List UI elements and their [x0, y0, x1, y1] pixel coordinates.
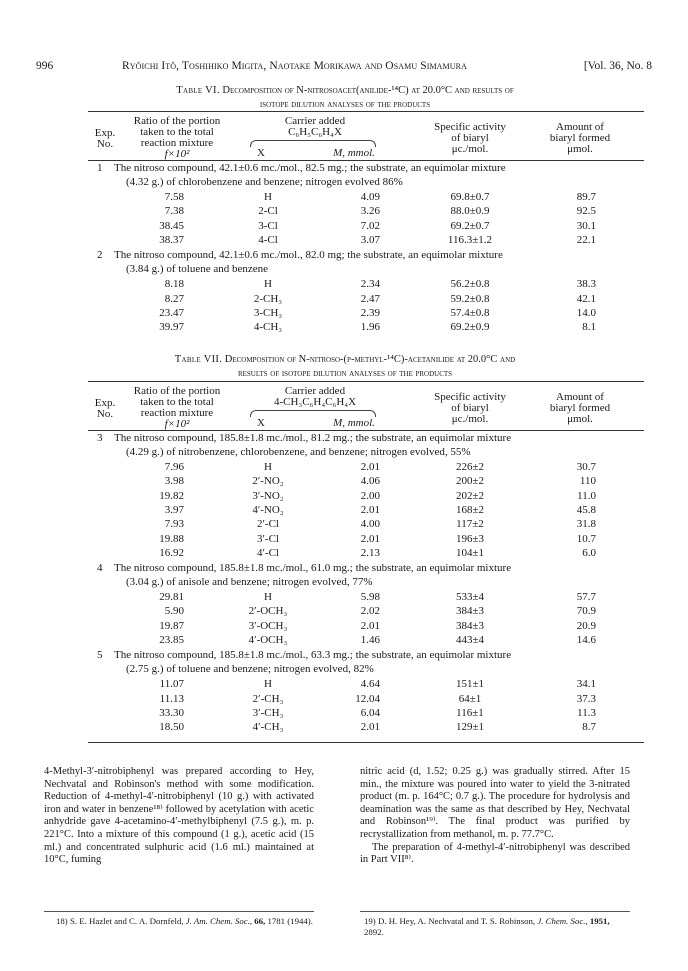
experiment-number: 1	[97, 162, 103, 174]
carrier-mmol-cell: 2.34	[360, 278, 380, 291]
amount-cell: 42.1	[576, 292, 596, 305]
table-row	[0, 678, 688, 692]
body-column-left	[44, 766, 314, 867]
x-header: X	[257, 147, 265, 159]
activity-header: Specific activity of biaryl μc./mol.	[434, 391, 506, 425]
carrier-mmol-cell: 2.01	[360, 461, 380, 473]
table-7-caption	[60, 353, 630, 381]
ratio-cell: 3.98	[164, 475, 184, 488]
carrier-mmol-cell: 2.01	[360, 532, 380, 545]
experiment-conditions-line1: The nitroso compound, 42.1±0.6 mc./mol., 82.5 mg.; the substrate, an equimolar mixture	[114, 162, 506, 174]
substituent-cell: 4-CH₃	[253, 321, 283, 334]
activity-cell: 443±4	[455, 634, 485, 646]
table-row	[0, 721, 688, 735]
amount-header: Amount of biaryl formed μmol.	[549, 391, 611, 425]
amount-cell: 20.9	[576, 619, 596, 632]
carrier-header: Carrier added C₆H₅C₆H₄X	[284, 115, 346, 138]
ratio-cell: 19.87	[159, 619, 184, 632]
carrier-mmol-cell: 2.01	[360, 619, 380, 632]
amount-cell: 6.0	[582, 546, 596, 559]
amount-header: Amount of biaryl formed μmol.	[549, 121, 611, 155]
table-row	[0, 707, 688, 721]
ratio-cell: 3.97	[164, 503, 184, 516]
body-paragraph: The preparation of 4-methyl-4′-nitrobiphenyl was described in Part VII⁸⁾.	[360, 841, 630, 866]
ratio-cell: 38.45	[159, 219, 184, 232]
activity-cell: 69.2±0.7	[450, 219, 490, 232]
table-row	[0, 620, 688, 634]
activity-cell: 69.2±0.9	[450, 321, 490, 334]
amount-cell: 110	[579, 475, 596, 488]
experiment-number: 5	[97, 649, 103, 662]
substituent-cell: H	[264, 278, 272, 291]
amount-cell: 11.0	[577, 489, 596, 502]
table-row	[0, 547, 688, 561]
amount-cell: 57.7	[576, 591, 596, 604]
ratio-cell: 39.97	[159, 321, 184, 334]
experiment-conditions-line2: (2.75 g.) of toluene and benzene; nitrogen evolved, 82%	[126, 663, 374, 676]
table-row	[0, 234, 688, 248]
ratio-cell: 11.13	[159, 692, 184, 705]
carrier-brace	[250, 410, 376, 417]
table-row	[0, 490, 688, 504]
experiment-conditions-line1: The nitroso compound, 42.1±0.6 mc./mol., 82.0 mg; the substrate, an equimolar mixture	[114, 249, 503, 262]
substituent-cell: 4′-OCH₃	[248, 634, 288, 646]
body-paragraph: nitric acid (d, 1.52; 0.25 g.) was gradually stirred. After 15 min., the mixture was poured into water to yield the 3-nitrated product (m. p. 164°C; 0.7 g.). The procedure for hydrolysis and deamination was the same as that described by Hey, Nechvatal and Robinson¹⁹⁾. The final product was purified by recrystallization from methanol, m. p. 77.7°C.	[360, 766, 630, 840]
amount-cell: 10.7	[576, 532, 596, 545]
body-column-right	[360, 766, 630, 867]
experiment-conditions-line2: (3.04 g.) of anisole and benzene; nitrogen evolved, 77%	[126, 576, 373, 589]
activity-cell: 533±4	[455, 591, 485, 604]
substituent-cell: 2′-NO₂	[252, 475, 284, 488]
experiment-conditions-line2: (4.32 g.) of chlorobenzene and benzene; nitrogen evolved 86%	[126, 176, 403, 188]
carrier-mmol-cell: 4.09	[360, 191, 380, 203]
activity-cell: 57.4±0.8	[450, 306, 490, 319]
carrier-mmol-cell: 2.13	[360, 546, 380, 559]
substituent-cell: 4-Cl	[258, 233, 278, 246]
carrier-mmol-cell: 6.04	[360, 706, 380, 719]
ratio-cell: 23.85	[159, 634, 184, 646]
activity-cell: 202±2	[455, 489, 485, 502]
table-6-caption-line2: isotope dilution analyses of the products	[259, 99, 431, 110]
table-row	[0, 220, 688, 234]
ratio-cell: 19.88	[159, 532, 184, 545]
substituent-cell: 2-Cl	[258, 205, 278, 218]
table-row	[0, 293, 688, 307]
carrier-mmol-cell: 7.02	[360, 219, 380, 232]
ratio-cell: 16.92	[159, 546, 184, 559]
ratio-cell: 23.47	[159, 306, 184, 319]
activity-cell: 117±2	[456, 518, 484, 531]
experiment-number: 3	[97, 432, 103, 444]
m-header: M, mmol.	[333, 147, 375, 159]
ratio-cell: 8.27	[164, 292, 184, 305]
page-number: 996	[36, 60, 54, 72]
table-7-caption-line2: results of isotope dilution analyses of the products	[237, 368, 453, 379]
amount-cell: 11.3	[577, 706, 596, 719]
carrier-header: Carrier added 4-CH₃C₆H₄C₆H₄X	[273, 385, 357, 408]
carrier-mmol-cell: 2.02	[360, 605, 380, 618]
table-row	[0, 278, 688, 292]
table-row	[0, 591, 688, 605]
ratio-cell: 11.07	[159, 678, 184, 691]
activity-cell: 64±1	[458, 692, 482, 705]
activity-cell: 56.2±0.8	[450, 278, 490, 291]
substituent-cell: 2′-Cl	[257, 518, 279, 531]
table-row	[0, 605, 688, 619]
activity-cell: 69.8±0.7	[450, 191, 490, 203]
substituent-cell: 2-CH₃	[253, 292, 283, 305]
table-7-header-rule	[88, 430, 644, 431]
table-6-caption-line1: Decomposition of N-nitrosoacet(anilide-¹⁴C) at 20.0°C and results of	[222, 85, 514, 96]
substituent-cell: 2′-CH₃	[252, 692, 284, 705]
table-row	[0, 191, 688, 205]
amount-cell: 30.7	[576, 461, 596, 473]
amount-cell: 70.9	[576, 605, 596, 618]
amount-cell: 37.3	[576, 692, 596, 705]
substituent-cell: 3-Cl	[258, 219, 278, 232]
carrier-mmol-cell: 2.01	[360, 503, 380, 516]
amount-cell: 22.1	[576, 233, 596, 246]
ratio-cell: 7.96	[164, 461, 184, 473]
activity-cell: 116.3±1.2	[447, 233, 493, 246]
carrier-mmol-cell: 2.47	[360, 292, 380, 305]
footnote-19: 19) D. H. Hey, A. Nechvatal and T. S. Robinson, J. Chem. Soc., 1951, 2892.	[364, 916, 610, 937]
footnote-rule	[360, 911, 630, 912]
carrier-mmol-cell: 3.07	[360, 233, 380, 246]
amount-cell: 30.1	[576, 219, 596, 232]
table-7-caption-line1: Decomposition of N-nitroso-(p-methyl-¹⁴C)-acetanilide at 20.0°C and	[224, 354, 516, 365]
amount-cell: 8.1	[582, 321, 596, 334]
experiment-conditions-line1: The nitroso compound, 185.8±1.8 mc./mol., 61.0 mg.; the substrate, an equimolar mixture	[114, 562, 512, 575]
table-6-top-rule	[88, 111, 644, 112]
activity-cell: 384±3	[455, 619, 485, 632]
carrier-mmol-cell: 3.26	[360, 205, 380, 218]
ratio-cell: 5.90	[164, 605, 184, 618]
substituent-cell: 4′-CH₃	[252, 721, 284, 734]
exp-header: Exp. No.	[94, 397, 116, 420]
ratio-header: Ratio of the portion taken to the total reaction mixture f×10²	[133, 115, 221, 160]
activity-cell: 88.0±0.9	[450, 205, 490, 218]
experiment-number: 2	[97, 249, 103, 262]
table-6-header-rule	[88, 160, 644, 161]
amount-cell: 92.5	[576, 205, 596, 218]
carrier-mmol-cell: 2.39	[360, 306, 380, 319]
ratio-cell: 19.82	[159, 489, 184, 502]
table-row	[0, 533, 688, 547]
experiment-conditions-line2: (4.29 g.) of nitrobenzene, chlorobenzene, and benzene; nitrogen evolved, 55%	[126, 446, 471, 458]
table-7-top-rule	[88, 381, 644, 382]
activity-cell: 196±3	[455, 532, 485, 545]
table-6-label: Table VI.	[176, 85, 220, 96]
footnote-rule	[44, 911, 314, 912]
table-row	[0, 634, 688, 648]
carrier-mmol-cell: 1.46	[360, 634, 380, 646]
table-row	[0, 504, 688, 518]
amount-cell: 38.3	[576, 278, 596, 291]
table-6-caption	[60, 84, 630, 112]
substituent-cell: H	[264, 461, 272, 473]
carrier-mmol-cell: 1.96	[360, 321, 380, 334]
activity-header: Specific activity of biaryl μc./mol.	[434, 121, 506, 155]
activity-cell: 104±1	[455, 546, 485, 559]
activity-cell: 226±2	[455, 461, 485, 473]
carrier-mmol-cell: 2.01	[360, 721, 380, 734]
ratio-cell: 7.58	[164, 191, 184, 203]
running-authors: Ryôichi Itô, Toshihiko Migita, Naotake Morikawa and Osamu Simamura	[122, 60, 467, 72]
substituent-cell: 3′-OCH₃	[248, 619, 288, 632]
exp-header: Exp. No.	[94, 127, 116, 150]
carrier-mmol-cell: 4.00	[360, 518, 380, 531]
substituent-cell: 4′-Cl	[257, 546, 279, 559]
carrier-mmol-cell: 12.04	[355, 692, 380, 705]
carrier-mmol-cell: 2.00	[360, 489, 380, 502]
ratio-cell: 7.93	[164, 518, 184, 531]
ratio-cell: 33.30	[159, 706, 184, 719]
table-row	[0, 518, 688, 532]
footnote-18: 18) S. E. Hazlet and C. A. Dornfeld, J. Am. Chem. Soc., 66, 1781 (1944).	[56, 916, 313, 926]
substituent-cell: H	[264, 678, 272, 691]
table-7-label: Table VII.	[174, 354, 223, 365]
carrier-mmol-cell: 4.64	[360, 678, 380, 691]
experiment-conditions-line1: The nitroso compound, 185.8±1.8 mc./mol., 63.3 mg.; the substrate, an equimolar mixture	[114, 649, 512, 662]
activity-cell: 116±1	[456, 706, 484, 719]
x-header: X	[257, 417, 265, 429]
table-row	[0, 475, 688, 489]
activity-cell: 384±3	[455, 605, 485, 618]
amount-cell: 14.6	[576, 634, 596, 646]
substituent-cell: 3′-CH₃	[252, 706, 284, 719]
running-header	[36, 60, 652, 74]
ratio-header: Ratio of the portion taken to the total reaction mixture f×10²	[133, 385, 221, 430]
table-row	[0, 693, 688, 707]
ratio-cell: 8.18	[164, 278, 184, 291]
activity-cell: 200±2	[455, 475, 485, 488]
carrier-brace	[250, 140, 376, 147]
table-row	[0, 205, 688, 219]
table-row	[0, 321, 688, 335]
substituent-cell: 3-CH₃	[253, 306, 283, 319]
table-7-bottom-rule	[88, 742, 644, 743]
activity-cell: 168±2	[455, 503, 485, 516]
m-header: M, mmol.	[333, 417, 375, 429]
carrier-mmol-cell: 4.06	[360, 475, 380, 488]
amount-cell: 8.7	[582, 721, 596, 734]
journal-volume: [Vol. 36, No. 8	[583, 60, 652, 72]
amount-cell: 89.7	[576, 191, 596, 203]
ratio-cell: 7.38	[164, 205, 184, 218]
experiment-number: 4	[97, 562, 103, 575]
substituent-cell: H	[264, 591, 272, 604]
ratio-cell: 38.37	[159, 233, 184, 246]
activity-cell: 129±1	[455, 721, 485, 734]
activity-cell: 151±1	[455, 678, 485, 691]
table-row	[0, 307, 688, 321]
amount-cell: 31.8	[576, 518, 596, 531]
amount-cell: 34.1	[576, 678, 596, 691]
substituent-cell: H	[264, 191, 272, 203]
body-paragraph: 4-Methyl-3′-nitrobiphenyl was prepared according to Hey, Nechvatal and Robinson's method with some modification. Reduction of 4-methyl-4′-nitrobiphenyl (10 g.) with activated iron and water in benzene¹⁸⁾ followed by acetylation with acetic anhydride gave 4-acetamino-4′-methylbiphenyl (7.5 g.), m. p. 221°C. Into a mixture of this compound (1 g.), acetic acid (15 ml.) and concentrated sulphuric acid (1.6 ml.) maintained at 10°C, fuming	[44, 766, 314, 866]
carrier-mmol-cell: 5.98	[360, 591, 380, 604]
experiment-conditions-line1: The nitroso compound, 185.8±1.8 mc./mol., 81.2 mg.; the substrate, an equimolar mixture	[114, 432, 512, 444]
substituent-cell: 2′-OCH₃	[248, 605, 288, 618]
ratio-cell: 18.50	[159, 721, 184, 734]
ratio-cell: 29.81	[159, 591, 184, 604]
amount-cell: 14.0	[576, 306, 596, 319]
table-row	[0, 461, 688, 475]
substituent-cell: 4′-NO₂	[252, 503, 284, 516]
amount-cell: 45.8	[576, 503, 596, 516]
activity-cell: 59.2±0.8	[450, 292, 490, 305]
substituent-cell: 3′-Cl	[257, 532, 279, 545]
substituent-cell: 3′-NO₂	[252, 489, 284, 502]
experiment-conditions-line2: (3.84 g.) of toluene and benzene	[126, 263, 269, 276]
